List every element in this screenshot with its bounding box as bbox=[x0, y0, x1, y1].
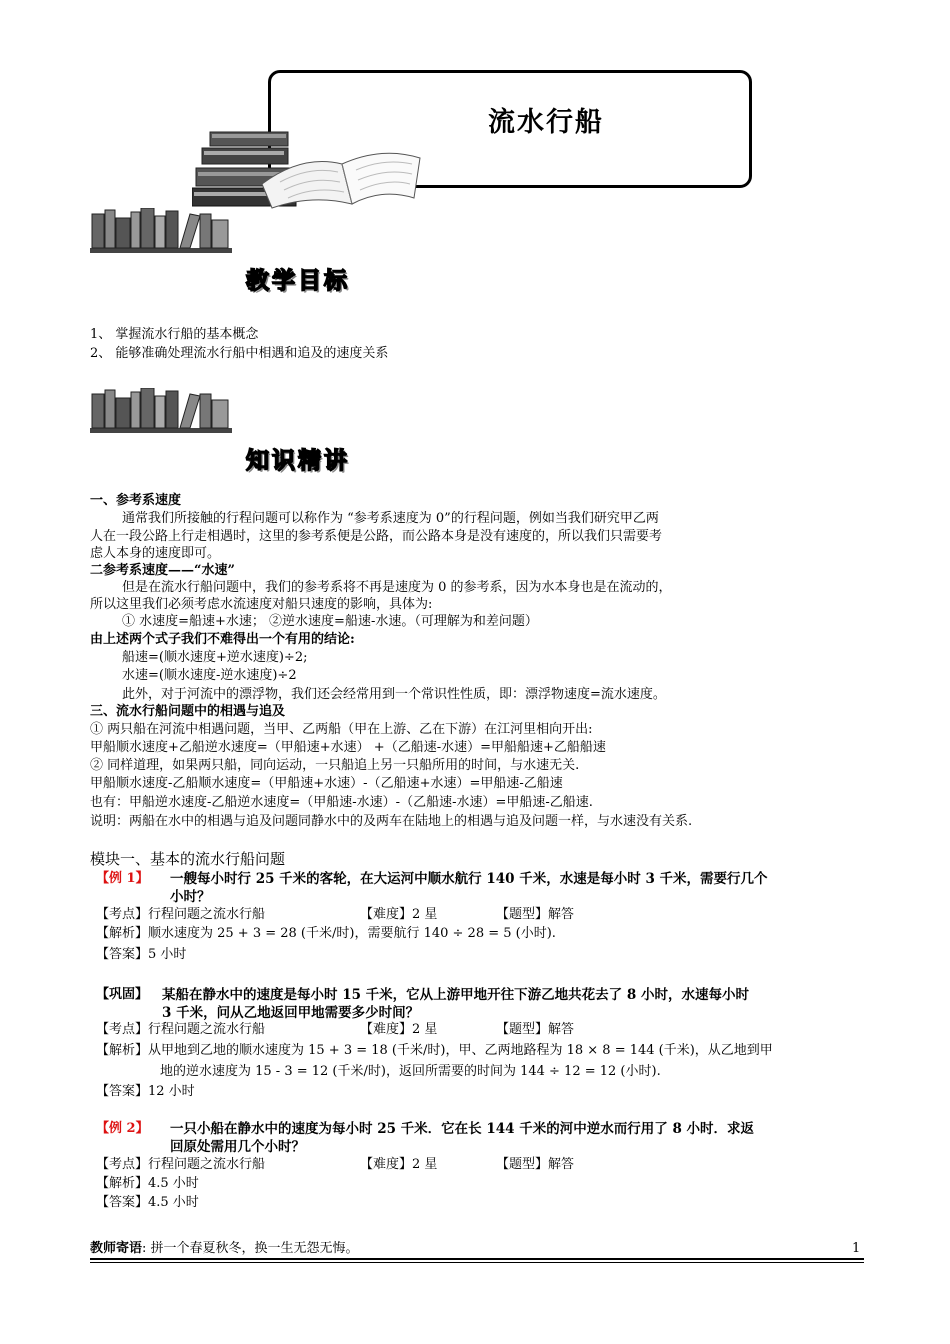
analysis-line: 【解析】从甲地到乙地的顺水速度为 15 + 3 = 18 (千米/时)，甲、乙两地路程为 18 × 8 = 144 (千米)，从乙地到甲 bbox=[96, 1043, 773, 1058]
analysis-line: 【解析】4.5 小时 bbox=[96, 1176, 199, 1191]
paragraph-line: 所以这里我们必须考虑水流速度对船只速度的影响，具体为: bbox=[90, 597, 433, 612]
paragraph-line: 甲船顺水速度-乙船顺水速度=（甲船速+水速）-（乙船速+水速）=甲船速-乙船速 bbox=[90, 776, 563, 791]
type-label: 【题型】解答 bbox=[496, 1157, 575, 1172]
formula-boat-speed: 船速=(顺水速度+逆水速度)÷2; bbox=[122, 650, 308, 665]
paragraph-line: 但是在流水行船问题中，我们的参考系将不再是速度为 0 的参考系，因为水本身也是在流动的， bbox=[122, 580, 672, 595]
bookshelf-icon bbox=[90, 388, 232, 434]
paragraph-line: ① 两只船在河流中相遇问题，当甲、乙两船（甲在上游、乙在下游）在江河里相向开出: bbox=[90, 722, 593, 737]
analysis-line: 【解析】顺水速度为 25 + 3 = 28 (千米/时)，需要航行 140 ÷ 28 = 5 (小时). bbox=[96, 926, 556, 941]
heading-reference-speed: 一、参考系速度 bbox=[90, 493, 182, 508]
type-label: 【题型】解答 bbox=[496, 907, 575, 922]
open-book-illustration bbox=[192, 124, 422, 210]
example-tag: 【例 2】 bbox=[96, 1121, 149, 1136]
answer-line: 【答案】5 小时 bbox=[96, 947, 187, 962]
topic-label: 【考点】行程问题之流水行船 bbox=[96, 1022, 266, 1037]
type-label: 【题型】解答 bbox=[496, 1022, 575, 1037]
paragraph-line: 通常我们所接触的行程问题可以称作为 “参考系速度为 0”的行程问题，例如当我们研究甲乙两 bbox=[122, 511, 659, 526]
answer-line: 【答案】12 小时 bbox=[96, 1084, 195, 1099]
page-title: 流水行船 bbox=[488, 107, 604, 138]
question-line: 一只小船在静水中的速度为每小时 25 千米．它在长 144 千米的河中逆水而行用了 8 小时．求返 bbox=[170, 1121, 755, 1137]
footer-label: 教师寄语 bbox=[90, 1241, 143, 1256]
topic-label: 【考点】行程问题之流水行船 bbox=[96, 907, 266, 922]
paragraph-line: 人在一段公路上行走相遇时，这里的参考系便是公路，而公路本身是没有速度的，所以我们只需要考 bbox=[90, 529, 663, 544]
paragraph-line: 说明：两船在水中的相遇与追及问题同静水中的及两车在陆地上的相遇与追及问题一样，与水速没有关系. bbox=[90, 814, 693, 829]
paragraph-line: 甲船顺水速度+乙船逆水速度=（甲船速+水速） +（乙船速-水速）=甲船船速+乙船船速 bbox=[90, 740, 606, 755]
topic-label: 【考点】行程问题之流水行船 bbox=[96, 1157, 266, 1172]
page-number: 1 bbox=[852, 1241, 861, 1256]
paragraph-line: 也有：甲船逆水速度-乙船逆水速度=（甲船速-水速）-（乙船速-水速）=甲船速-乙船速. bbox=[90, 795, 593, 810]
footer-divider bbox=[90, 1258, 864, 1260]
difficulty-label: 【难度】2 星 bbox=[360, 1022, 438, 1037]
answer-line: 【答案】4.5 小时 bbox=[96, 1195, 199, 1210]
footer-text: : 拼一个春夏秋冬，换一生无怨无悔。 bbox=[142, 1241, 359, 1256]
question-line: 小时？ bbox=[170, 889, 211, 905]
section-title-knowledge: 知识精讲 bbox=[246, 448, 350, 474]
heading-water-speed: 二参考系速度——“水速” bbox=[90, 563, 235, 578]
difficulty-label: 【难度】2 星 bbox=[360, 907, 438, 922]
goal-item: 2、 能够准确处理流水行船中相遇和追及的速度关系 bbox=[90, 346, 389, 361]
footer-quote bbox=[90, 1240, 359, 1258]
consolidate-tag: 【巩固】 bbox=[96, 987, 149, 1002]
paragraph-line: 虑人本身的速度即可。 bbox=[90, 546, 221, 561]
formula-water-speed: 水速=(顺水速度-逆水速度)÷2 bbox=[122, 668, 297, 683]
bookshelf-icon bbox=[90, 208, 232, 254]
heading-meet-chase: 三、流水行船问题中的相遇与追及 bbox=[90, 704, 286, 719]
footer-divider bbox=[90, 1262, 864, 1263]
module-heading: 模块一、基本的流水行船问题 bbox=[90, 850, 286, 868]
paragraph-line: 此外，对于河流中的漂浮物，我们还会经常用到一个常识性性质，即：漂浮物速度=流水速度。 bbox=[122, 687, 666, 702]
question-line: 回原处需用几个小时？ bbox=[170, 1139, 305, 1155]
example-tag: 【例 1】 bbox=[96, 871, 149, 886]
goal-item: 1、 掌握流水行船的基本概念 bbox=[90, 327, 259, 342]
heading-conclusion: 由上述两个式子我们不难得出一个有用的结论: bbox=[90, 632, 355, 647]
question-line: 3 千米，问从乙地返回甲地需要多少时间？ bbox=[162, 1005, 420, 1021]
paragraph-line: ② 同样道理，如果两只船，同向运动，一只船追上另一只船所用的时间，与水速无关. bbox=[90, 758, 580, 773]
question-line: 某船在静水中的速度是每小时 15 千米，它从上游甲地开往下游乙地共花去了 8 小时，水速每小时 bbox=[162, 987, 749, 1003]
question-line: 一艘每小时行 25 千米的客轮，在大运河中顺水航行 140 千米，水速是每小时 3 千米，需要行几个 bbox=[170, 871, 768, 887]
difficulty-label: 【难度】2 星 bbox=[360, 1157, 438, 1172]
paragraph-line: ① 水速度=船速+水速； ②逆水速度=船速-水速。（可理解为和差问题） bbox=[122, 614, 538, 629]
section-title-goals: 教学目标 bbox=[246, 268, 350, 294]
analysis-line: 地的逆水速度为 15 - 3 = 12 (千米/时)，返回所需要的时间为 144 ÷ 12 = 12 (小时). bbox=[160, 1064, 661, 1079]
